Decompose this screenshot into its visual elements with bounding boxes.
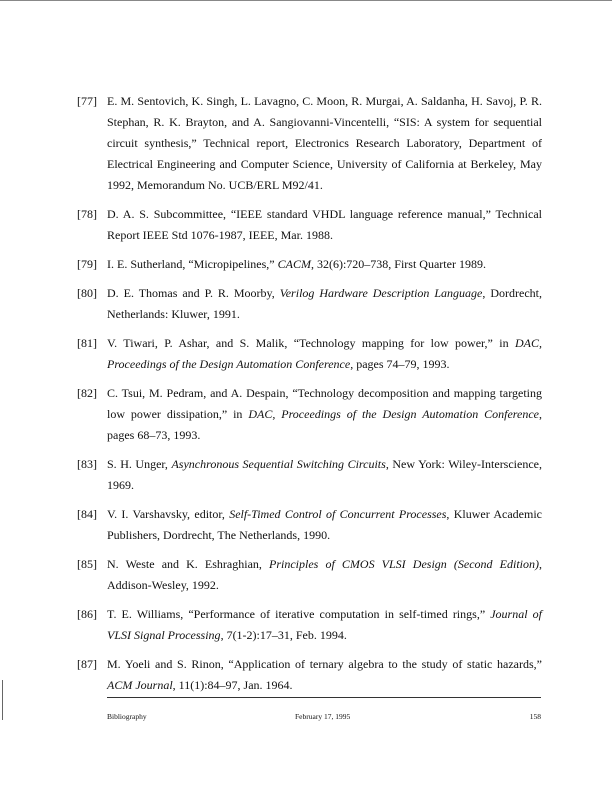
reference-list	[77, 91, 542, 704]
reference-entry	[77, 454, 542, 496]
reference-text: , New York: Wiley-Interscience, 1969.	[107, 457, 542, 492]
reference-text: , 7(1-2):17–31, Feb. 1994.	[220, 628, 347, 642]
reference-title-italic: Verilog Hardware Description Language	[279, 286, 483, 300]
footer-date: February 17, 1995	[295, 712, 351, 721]
footer-rule	[107, 697, 541, 698]
reference-text: I. E. Sutherland, “Micropipelines,”	[107, 257, 278, 271]
reference-number: [78]	[77, 207, 97, 221]
reference-entry	[77, 554, 542, 596]
reference-text: , Dordrecht, Netherlands: Kluwer, 1991.	[107, 286, 542, 321]
reference-number: [79]	[77, 257, 97, 271]
reference-text: S. H. Unger,	[107, 457, 172, 471]
reference-title-italic: Principles of CMOS VLSI Design (Second Edition)	[269, 557, 539, 571]
reference-number: [82]	[77, 386, 97, 400]
footer-section: Bibliography	[107, 712, 147, 721]
reference-title-italic: Self-Timed Control of Concurrent Processes	[229, 507, 447, 521]
reference-number: [84]	[77, 507, 97, 521]
reference-text: , Kluwer Academic Publishers, Dordrecht, The Netherlands, 1990.	[107, 507, 542, 542]
reference-text: M. Yoeli and S. Rinon, “Application of ternary algebra to the study of static hazards,”	[107, 657, 542, 671]
reference-text: D. E. Thomas and P. R. Moorby,	[107, 286, 280, 300]
reference-number: [81]	[77, 336, 97, 350]
reference-text: , pages 68–73, 1993.	[107, 407, 542, 442]
reference-text: V. Tiwari, P. Ashar, and S. Malik, “Technology mapping for low power,” in	[107, 336, 515, 350]
reference-entry	[77, 91, 542, 196]
reference-text: D. A. S. Subcommittee, “IEEE standard VHDL language reference manual,” Technical Report IEEE Std 1076-1987, IEEE, Mar. 1988.	[107, 207, 542, 242]
reference-entry	[77, 504, 542, 546]
reference-text: , Addison-Wesley, 1992.	[107, 557, 542, 592]
reference-text: , 11(1):84–97, Jan. 1964.	[172, 678, 293, 692]
reference-entry	[77, 204, 542, 246]
reference-number: [77]	[77, 94, 97, 108]
reference-text: , pages 74–79, 1993.	[350, 357, 450, 371]
reference-number: [83]	[77, 457, 97, 471]
reference-entry	[77, 283, 542, 325]
reference-title-italic: ACM Journal	[107, 678, 173, 692]
reference-text: V. I. Varshavsky, editor,	[107, 507, 230, 521]
scan-mark	[2, 680, 3, 720]
reference-title-italic: DAC, Proceedings of the Design Automation Conference	[107, 336, 542, 371]
reference-text: C. Tsui, M. Pedram, and A. Despain, “Technology decomposition and mapping targeting low power dissipation,” in	[107, 386, 542, 421]
reference-entry	[77, 604, 542, 646]
reference-number: [85]	[77, 557, 97, 571]
reference-title-italic: Journal of VLSI Signal Processing	[107, 607, 542, 642]
reference-number: [87]	[77, 657, 97, 671]
reference-text: N. Weste and K. Eshraghian,	[107, 557, 270, 571]
reference-entry	[77, 383, 542, 446]
page-edge-line	[0, 0, 612, 1]
reference-entry	[77, 254, 542, 275]
reference-title-italic: DAC, Proceedings of the Design Automation Conference	[248, 407, 539, 421]
reference-title-italic: Asynchronous Sequential Switching Circuits	[171, 457, 386, 471]
reference-number: [86]	[77, 607, 97, 621]
reference-text: E. M. Sentovich, K. Singh, L. Lavagno, C. Moon, R. Murgai, A. Saldanha, H. Savoj, P. R. Stephan, R. K. Brayton, and A. Sangiovanni-Vincentelli, “SIS: A system for sequential circuit synthesis,” Technical report, Electronics Research Laboratory, Department of Electrical Engineering and Computer Science, University of California at Berkeley, May 1992, Memorandum No. UCB/ERL M92/41.	[107, 94, 542, 192]
reference-text: T. E. Williams, “Performance of iterative computation in self-timed rings,”	[107, 607, 491, 621]
reference-number: [80]	[77, 286, 97, 300]
reference-text: , 32(6):720–738, First Quarter 1989.	[310, 257, 486, 271]
page-number: 158	[529, 712, 541, 721]
reference-entry	[77, 654, 542, 696]
reference-entry	[77, 333, 542, 375]
reference-title-italic: CACM	[277, 257, 311, 271]
